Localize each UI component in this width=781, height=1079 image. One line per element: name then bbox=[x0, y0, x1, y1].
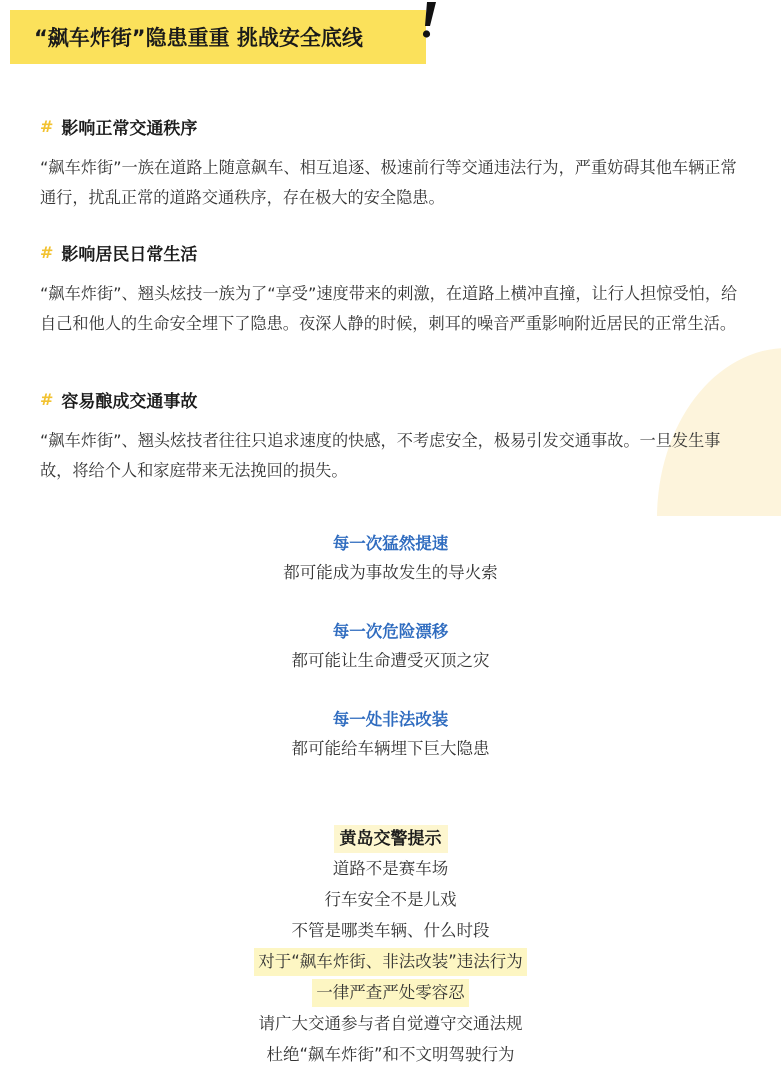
slogan-title: 每一处非法改装 bbox=[332, 710, 449, 729]
tips-line-highlighted: 对于“飙车炸街、非法改装”违法行为 bbox=[254, 948, 527, 976]
section-heading bbox=[40, 387, 746, 412]
slogan-subtitle: 都可能给车辆埋下巨大隐患 bbox=[291, 739, 490, 758]
section-traffic-order bbox=[40, 114, 746, 213]
tips-line: 杜绝“飙车炸街”和不文明驾驶行为 bbox=[266, 1045, 515, 1064]
hash-icon: # bbox=[40, 117, 54, 136]
exclamation-icon bbox=[414, 0, 444, 44]
tips-line: 请广大交通参与者自觉遵守交通法规 bbox=[258, 1014, 523, 1033]
tips-line: 不管是哪类车辆、什么时段 bbox=[291, 921, 490, 940]
tips-line-highlighted: 一律严查严处零容忍 bbox=[312, 979, 469, 1007]
section-body: “飙车炸街”一族在道路上随意飙车、相互追逐、极速前行等交通违法行为，严重妨碍其他车辆正常通行，扰乱正常的道路交通秩序，存在极大的安全隐患。 bbox=[40, 158, 737, 207]
tips-line: 道路不是赛车场 bbox=[332, 859, 449, 878]
tips-line: 行车安全不是儿戏 bbox=[324, 890, 457, 909]
slogan-title: 每一次危险漂移 bbox=[332, 622, 449, 641]
section-heading-text: 容易酿成交通事故 bbox=[61, 392, 198, 412]
section-resident-life bbox=[40, 240, 746, 339]
page-title: “飙车炸街”隐患重重 挑战安全底线 bbox=[34, 26, 363, 50]
slogan-block-3 bbox=[0, 706, 781, 764]
tips-block bbox=[0, 825, 781, 1070]
hash-icon: # bbox=[40, 390, 54, 409]
section-body: “飙车炸街”、翘头炫技者往往只追求速度的快感，不考虑安全，极易引发交通事故。一旦发生事故，将给个人和家庭带来无法挽回的损失。 bbox=[40, 431, 721, 480]
section-accidents bbox=[40, 387, 746, 486]
slogan-subtitle: 都可能让生命遭受灭顶之灾 bbox=[291, 651, 490, 670]
section-heading-text: 影响居民日常生活 bbox=[61, 245, 198, 265]
hash-icon: # bbox=[40, 243, 54, 262]
slogan-block-2 bbox=[0, 618, 781, 676]
section-body: “飙车炸街”、翘头炫技一族为了“享受”速度带来的刺激，在道路上横冲直撞，让行人担惊受怕，给自己和他人的生命安全埋下了隐患。夜深人静的时候，刺耳的噪音严重影响附近居民的正常生活。 bbox=[40, 284, 738, 333]
tips-title: 黄岛交警提示 bbox=[334, 825, 448, 853]
section-heading-text: 影响正常交通秩序 bbox=[61, 119, 198, 139]
section-heading bbox=[40, 114, 746, 139]
section-heading bbox=[40, 240, 746, 265]
slogan-block-1 bbox=[0, 530, 781, 588]
slogan-title: 每一次猛然提速 bbox=[332, 534, 449, 553]
slogan-subtitle: 都可能成为事故发生的导火索 bbox=[283, 563, 498, 582]
